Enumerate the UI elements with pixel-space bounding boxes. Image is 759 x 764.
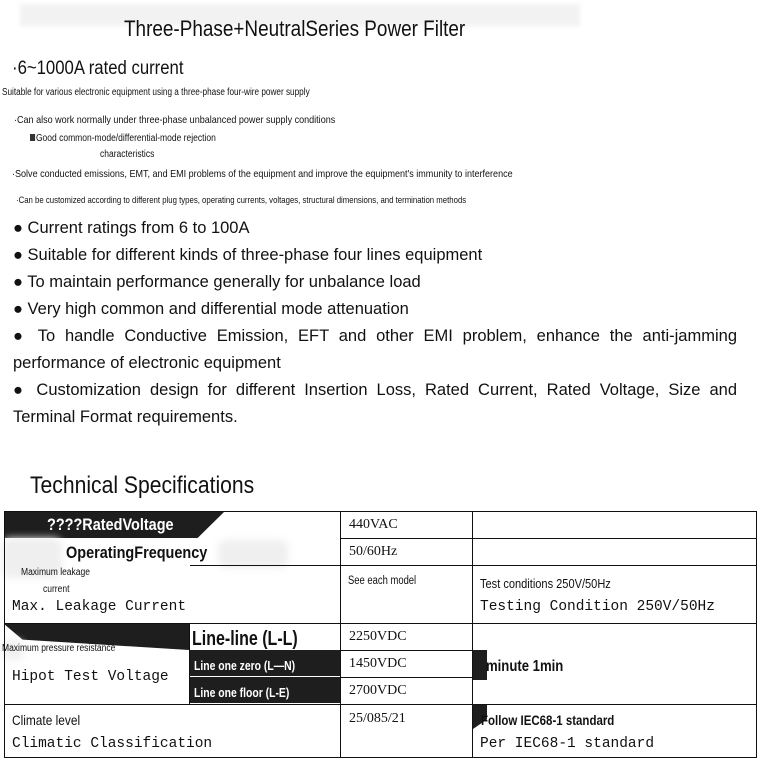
leakage-label: Max. Leakage Current bbox=[12, 599, 187, 615]
table-rule bbox=[340, 677, 473, 678]
climate-label: Climatic Classification bbox=[12, 736, 213, 752]
hipot-label: Hipot Test Voltage bbox=[12, 669, 169, 685]
frequency-value: 50/60Hz bbox=[349, 544, 398, 559]
bullet-item: ● To handle Conductive Emission, EFT and other EMI problem, enhance the anti-jamming performance of electronic equipment bbox=[13, 327, 737, 372]
note-line-5: ·Can be customized according to different plug types, operating currents, voltages, structural dimensions, and termination methods bbox=[16, 195, 467, 206]
label-bg-shape bbox=[473, 650, 487, 680]
leakage-value: See each model bbox=[348, 575, 417, 587]
bullet-item: ● Very high common and differential mode attenuation bbox=[13, 300, 409, 318]
table-rule bbox=[4, 511, 5, 758]
table-rule bbox=[4, 704, 757, 705]
note-line-2: ·Can also work normally under three-phase unbalanced power supply conditions bbox=[14, 114, 336, 126]
note-line-3a: Good common-mode/differential-mode rejection bbox=[30, 133, 216, 144]
rated-voltage-value: 440VAC bbox=[349, 517, 398, 532]
hipot-ln-label: Line one zero (L—N) bbox=[194, 658, 296, 673]
table-rule bbox=[472, 511, 473, 758]
table-rule bbox=[340, 538, 757, 539]
hipot-ln-value: 1450VDC bbox=[349, 656, 407, 671]
rated-current-heading: ·6~1000A rated current bbox=[12, 58, 184, 79]
bullet-item: ● Customization design for different Insertion Loss, Rated Current, Rated Voltage, Size and Terminal Format requirements. bbox=[13, 381, 737, 426]
table-rule bbox=[4, 757, 757, 758]
note-line-1: Suitable for various electronic equipment using a three-phase four-wire power supply bbox=[2, 87, 310, 98]
hipot-ll-value: 2250VDC bbox=[349, 629, 407, 644]
table-rule bbox=[340, 511, 341, 758]
bullet-item: ● To maintain performance generally for unbalance load bbox=[13, 273, 421, 291]
leakage-small-label-2: current bbox=[43, 584, 70, 595]
hipot-duration: minute 1min bbox=[486, 658, 564, 675]
hipot-small-label: Maximum pressure resistance bbox=[2, 643, 116, 654]
climate-value: 25/085/21 bbox=[349, 711, 406, 726]
climate-std-small: Follow IEC68-1 standard bbox=[481, 712, 615, 728]
note-line-4: ·Solve conducted emissions, EMT, and EMI problems of the equipment and improve the equipment's immunity to interference bbox=[12, 168, 513, 180]
rated-voltage-label: ????RatedVoltage bbox=[47, 515, 174, 534]
bullet-item: ● Suitable for different kinds of three-phase four lines equipment bbox=[13, 246, 483, 264]
page-title: Three-Phase+NeutralSeries Power Filter bbox=[124, 16, 466, 41]
table-rule bbox=[4, 511, 757, 512]
table-rule bbox=[189, 623, 190, 704]
leakage-cond-small: Test conditions 250V/50Hz bbox=[480, 576, 611, 591]
hipot-ll-label: Line-line (L-L) bbox=[192, 628, 298, 650]
spec-title: Technical Specifications bbox=[30, 472, 255, 499]
note-line-3b: characteristics bbox=[100, 149, 155, 160]
climate-small-label: Climate level bbox=[12, 712, 81, 728]
frequency-label: OperatingFrequency bbox=[66, 543, 208, 562]
table-rule bbox=[756, 511, 757, 758]
table-rule bbox=[340, 650, 473, 651]
hipot-le-label: Line one floor (L-E) bbox=[194, 685, 290, 700]
hipot-le-value: 2700VDC bbox=[349, 683, 407, 698]
table-rule bbox=[190, 565, 757, 566]
climate-std: Per IEC68-1 standard bbox=[480, 736, 655, 752]
leakage-small-label-1: Maximum leakage bbox=[21, 567, 90, 578]
table-rule bbox=[4, 623, 757, 624]
blur-patch bbox=[218, 540, 288, 568]
bullet-item: ● Current ratings from 6 to 100A bbox=[13, 219, 250, 237]
leakage-cond: Testing Condition 250V/50Hz bbox=[480, 599, 715, 615]
